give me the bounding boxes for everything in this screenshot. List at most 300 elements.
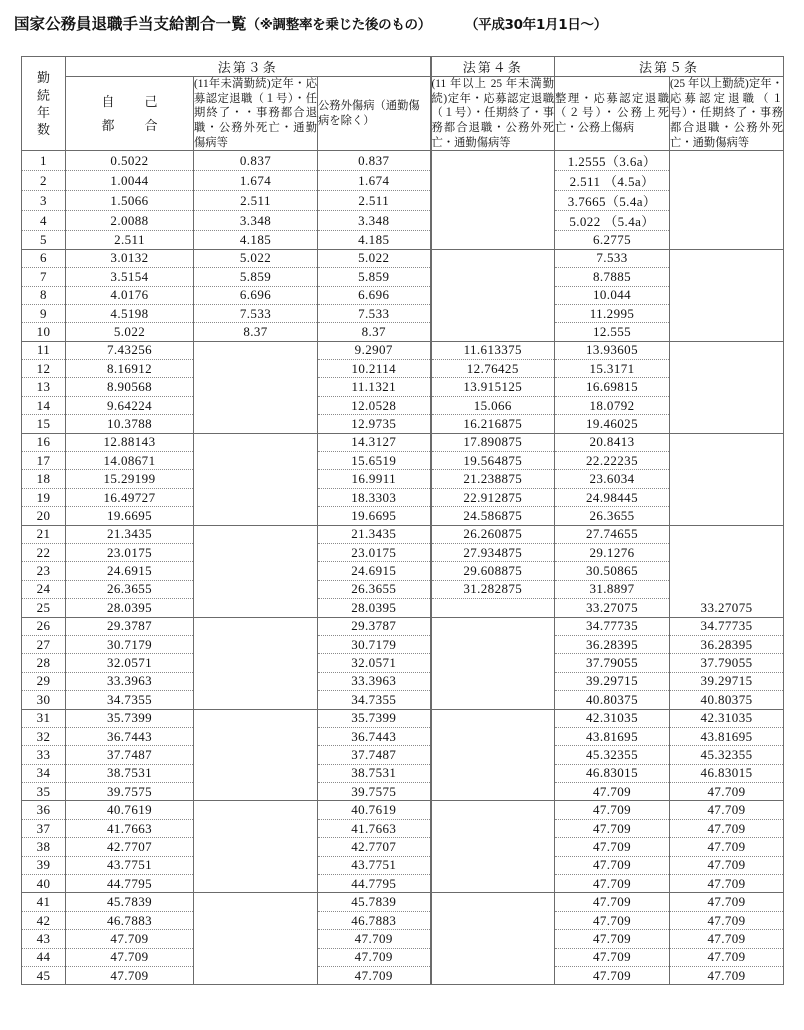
table-row (22, 396, 784, 414)
cell-jiko-tsugo: 35.7399 (66, 709, 194, 727)
cell-law5-seiri: 18.0792 (555, 396, 670, 414)
cell-law4-11to25 (431, 764, 555, 782)
cell-law3-koumugai: 6.696 (318, 286, 431, 304)
table-row (22, 617, 784, 635)
cell-law3-under11 (194, 819, 318, 837)
cell-law5-seiri: 23.6034 (555, 470, 670, 488)
cell-law5-over25 (670, 415, 784, 433)
cell-law3-koumugai: 32.0571 (318, 654, 431, 672)
cell-years: 22 (22, 544, 66, 562)
cell-law4-11to25: 24.586875 (431, 507, 555, 525)
cell-law5-seiri: 37.79055 (555, 654, 670, 672)
cell-law3-under11 (194, 893, 318, 911)
table-row (22, 875, 784, 893)
table-row (22, 691, 784, 709)
cell-law5-seiri: 7.533 (555, 249, 670, 267)
cell-law4-11to25 (431, 654, 555, 672)
cell-years: 24 (22, 580, 66, 598)
cell-law5-over25: 47.709 (670, 856, 784, 874)
table-row (22, 764, 784, 782)
cell-years: 37 (22, 819, 66, 837)
cell-law5-over25 (670, 171, 784, 191)
cell-law3-under11 (194, 507, 318, 525)
cell-years: 41 (22, 893, 66, 911)
cell-law3-under11: 5.022 (194, 249, 318, 267)
cell-law4-11to25 (431, 948, 555, 966)
cell-law5-over25 (670, 341, 784, 359)
cell-law5-over25: 36.28395 (670, 635, 784, 653)
cell-law3-koumugai: 0.837 (318, 151, 431, 171)
cell-years: 12 (22, 360, 66, 378)
cell-law4-11to25 (431, 304, 555, 322)
cell-law4-11to25: 26.260875 (431, 525, 555, 543)
cell-law4-11to25 (431, 819, 555, 837)
cell-law5-seiri: 20.8413 (555, 433, 670, 451)
table-row (22, 856, 784, 874)
cell-law5-seiri: 39.29715 (555, 672, 670, 690)
cell-jiko-tsugo: 33.3963 (66, 672, 194, 690)
cell-years: 31 (22, 709, 66, 727)
cell-jiko-tsugo: 24.6915 (66, 562, 194, 580)
cell-jiko-tsugo: 1.0044 (66, 171, 194, 191)
cell-law5-over25 (670, 360, 784, 378)
cell-law5-over25: 47.709 (670, 911, 784, 929)
table-row (22, 948, 784, 966)
cell-law5-over25 (670, 231, 784, 249)
table-row (22, 231, 784, 249)
cell-law5-over25 (670, 304, 784, 322)
cell-law3-koumugai: 28.0395 (318, 599, 431, 617)
table-row (22, 911, 784, 929)
cell-law3-under11: 5.859 (194, 268, 318, 286)
cell-law4-11to25 (431, 635, 555, 653)
cell-years: 21 (22, 525, 66, 543)
cell-law5-seiri: 40.80375 (555, 691, 670, 709)
cell-years: 35 (22, 783, 66, 801)
cell-law3-under11: 0.837 (194, 151, 318, 171)
cell-law5-seiri: 34.77735 (555, 617, 670, 635)
cell-law5-seiri: 22.22235 (555, 452, 670, 470)
cell-law5-seiri: 47.709 (555, 911, 670, 929)
cell-law5-over25: 47.709 (670, 838, 784, 856)
cell-law5-over25 (670, 562, 784, 580)
cell-law3-koumugai: 47.709 (318, 948, 431, 966)
cell-law3-under11 (194, 544, 318, 562)
cell-law3-under11 (194, 727, 318, 745)
cell-jiko-tsugo: 5.022 (66, 323, 194, 341)
cell-years: 14 (22, 396, 66, 414)
cell-law4-11to25 (431, 617, 555, 635)
cell-law5-over25 (670, 488, 784, 506)
table-row (22, 709, 784, 727)
group-header-law5: 法第５条 (555, 57, 784, 77)
cell-jiko-tsugo: 37.7487 (66, 746, 194, 764)
cell-jiko-tsugo: 4.0176 (66, 286, 194, 304)
table-row (22, 507, 784, 525)
cell-law3-koumugai: 43.7751 (318, 856, 431, 874)
cell-law3-under11 (194, 470, 318, 488)
cell-jiko-tsugo: 47.709 (66, 966, 194, 984)
cell-law5-seiri: 29.1276 (555, 544, 670, 562)
cell-years: 19 (22, 488, 66, 506)
cell-jiko-tsugo: 38.7531 (66, 764, 194, 782)
cell-law4-11to25 (431, 171, 555, 191)
cell-law4-11to25 (431, 783, 555, 801)
cell-law5-over25 (670, 507, 784, 525)
cell-law4-11to25 (431, 211, 555, 231)
group-header-law3: 法第３条 (66, 57, 431, 77)
cell-law5-seiri: 45.32355 (555, 746, 670, 764)
cell-law3-under11 (194, 709, 318, 727)
cell-law4-11to25 (431, 930, 555, 948)
page-title-main: 国家公務員退職手当支給割合一覧 (14, 15, 247, 33)
cell-law3-under11 (194, 360, 318, 378)
jiko-char-4: 合 (144, 117, 158, 133)
cell-jiko-tsugo: 42.7707 (66, 838, 194, 856)
allowance-rate-table-wrap (21, 56, 783, 985)
cell-jiko-tsugo: 39.7575 (66, 783, 194, 801)
cell-law3-koumugai: 2.511 (318, 191, 431, 211)
table-row (22, 783, 784, 801)
cell-jiko-tsugo: 2.0088 (66, 211, 194, 231)
cell-law3-koumugai: 12.0528 (318, 396, 431, 414)
column-header-law5-over25: (25 年以上勤続)定年・応募認定退職（１号）・任期終了・事務都合退職・公務外死亡・通勤傷病等 (670, 77, 784, 151)
cell-law3-koumugai: 40.7619 (318, 801, 431, 819)
cell-jiko-tsugo: 47.709 (66, 948, 194, 966)
cell-law4-11to25: 12.76425 (431, 360, 555, 378)
cell-law5-over25 (670, 452, 784, 470)
table-row (22, 211, 784, 231)
cell-law4-11to25 (431, 746, 555, 764)
cell-law3-under11 (194, 875, 318, 893)
cell-law5-over25: 47.709 (670, 875, 784, 893)
page-title-note: （※調整率を乗じた後のもの） (246, 17, 431, 33)
cell-law3-under11 (194, 764, 318, 782)
cell-law3-koumugai: 35.7399 (318, 709, 431, 727)
cell-law5-seiri: 11.2995 (555, 304, 670, 322)
cell-law3-koumugai: 47.709 (318, 966, 431, 984)
cell-law5-over25: 43.81695 (670, 727, 784, 745)
cell-jiko-tsugo: 46.7883 (66, 911, 194, 929)
cell-years: 34 (22, 764, 66, 782)
cell-law3-under11 (194, 966, 318, 984)
table-row (22, 635, 784, 653)
jiko-char-1: 自 (101, 93, 115, 109)
cell-law4-11to25: 21.238875 (431, 470, 555, 488)
table-row (22, 151, 784, 171)
cell-years: 42 (22, 911, 66, 929)
cell-law3-under11: 3.348 (194, 211, 318, 231)
cell-law5-over25: 40.80375 (670, 691, 784, 709)
table-row (22, 727, 784, 745)
cell-law3-under11 (194, 415, 318, 433)
cell-law3-koumugai: 44.7795 (318, 875, 431, 893)
cell-law5-seiri: 6.2775 (555, 231, 670, 249)
cell-years: 16 (22, 433, 66, 451)
cell-law4-11to25 (431, 268, 555, 286)
cell-law5-over25: 47.709 (670, 930, 784, 948)
cell-law3-under11: 1.674 (194, 171, 318, 191)
cell-law3-koumugai: 29.3787 (318, 617, 431, 635)
cell-jiko-tsugo: 28.0395 (66, 599, 194, 617)
cell-law5-seiri: 13.93605 (555, 341, 670, 359)
cell-law5-seiri: 15.3171 (555, 360, 670, 378)
cell-law5-seiri: 24.98445 (555, 488, 670, 506)
cell-years: 7 (22, 268, 66, 286)
cell-years: 29 (22, 672, 66, 690)
cell-law4-11to25: 19.564875 (431, 452, 555, 470)
cell-jiko-tsugo: 40.7619 (66, 801, 194, 819)
cell-law4-11to25 (431, 727, 555, 745)
cell-law4-11to25 (431, 191, 555, 211)
cell-law5-seiri: 33.27075 (555, 599, 670, 617)
cell-law3-under11 (194, 378, 318, 396)
cell-law5-seiri: 47.709 (555, 893, 670, 911)
cell-jiko-tsugo: 29.3787 (66, 617, 194, 635)
cell-law4-11to25 (431, 911, 555, 929)
cell-law5-over25: 39.29715 (670, 672, 784, 690)
cell-law3-under11 (194, 856, 318, 874)
table-row (22, 838, 784, 856)
column-header-jiko-tsugo (66, 77, 194, 151)
table-row (22, 470, 784, 488)
cell-law5-over25 (670, 286, 784, 304)
page-title (0, 0, 804, 34)
cell-law5-seiri: 19.46025 (555, 415, 670, 433)
cell-law4-11to25 (431, 151, 555, 171)
table-row (22, 286, 784, 304)
cell-law3-under11 (194, 654, 318, 672)
cell-jiko-tsugo: 26.3655 (66, 580, 194, 598)
cell-law3-under11 (194, 562, 318, 580)
cell-law3-under11 (194, 930, 318, 948)
cell-years: 40 (22, 875, 66, 893)
cell-law5-seiri: 12.555 (555, 323, 670, 341)
cell-law5-over25 (670, 249, 784, 267)
table-header (22, 57, 784, 151)
cell-law5-over25: 47.709 (670, 966, 784, 984)
cell-law5-seiri: 36.28395 (555, 635, 670, 653)
cell-jiko-tsugo: 44.7795 (66, 875, 194, 893)
table-row (22, 191, 784, 211)
cell-years: 11 (22, 341, 66, 359)
table-row (22, 930, 784, 948)
cell-jiko-tsugo: 3.5154 (66, 268, 194, 286)
cell-law5-over25 (670, 433, 784, 451)
years-char-3: 年 (36, 104, 50, 120)
cell-law4-11to25 (431, 875, 555, 893)
cell-law3-koumugai: 10.2114 (318, 360, 431, 378)
cell-law3-under11 (194, 746, 318, 764)
cell-law3-koumugai: 21.3435 (318, 525, 431, 543)
cell-years: 45 (22, 966, 66, 984)
cell-years: 30 (22, 691, 66, 709)
cell-law4-11to25: 11.613375 (431, 341, 555, 359)
cell-law5-seiri: 43.81695 (555, 727, 670, 745)
cell-law3-koumugai: 19.6695 (318, 507, 431, 525)
years-char-1: 勤 (36, 70, 50, 86)
years-char-2: 続 (36, 87, 50, 103)
table-row (22, 672, 784, 690)
table-row (22, 360, 784, 378)
cell-law5-over25 (670, 378, 784, 396)
cell-law3-under11 (194, 783, 318, 801)
cell-law5-seiri: 26.3655 (555, 507, 670, 525)
cell-law5-seiri: 47.709 (555, 801, 670, 819)
cell-law3-under11 (194, 488, 318, 506)
cell-law3-koumugai: 37.7487 (318, 746, 431, 764)
cell-law3-koumugai: 47.709 (318, 930, 431, 948)
cell-jiko-tsugo: 3.0132 (66, 249, 194, 267)
cell-law3-koumugai: 12.9735 (318, 415, 431, 433)
cell-law4-11to25: 17.890875 (431, 433, 555, 451)
table-row (22, 341, 784, 359)
table-body (22, 151, 784, 985)
cell-years: 39 (22, 856, 66, 874)
cell-law4-11to25 (431, 856, 555, 874)
cell-jiko-tsugo: 8.16912 (66, 360, 194, 378)
cell-law3-under11 (194, 948, 318, 966)
cell-law4-11to25 (431, 801, 555, 819)
cell-law5-over25 (670, 544, 784, 562)
cell-law4-11to25 (431, 323, 555, 341)
cell-years: 27 (22, 635, 66, 653)
cell-years: 36 (22, 801, 66, 819)
cell-law3-koumugai: 33.3963 (318, 672, 431, 690)
cell-law3-koumugai: 24.6915 (318, 562, 431, 580)
cell-law5-seiri: 47.709 (555, 966, 670, 984)
column-header-law3-under11: (11年未満勤続)定年・応募認定退職（１号）・任期終了・・事務都合退職・公務外死亡・通勤傷病等 (194, 77, 318, 151)
cell-years: 44 (22, 948, 66, 966)
cell-law5-seiri: 3.7665（5.4a） (555, 191, 670, 211)
cell-law3-under11 (194, 580, 318, 598)
cell-jiko-tsugo: 45.7839 (66, 893, 194, 911)
cell-law5-over25 (670, 191, 784, 211)
cell-law5-over25 (670, 396, 784, 414)
cell-law3-under11 (194, 452, 318, 470)
cell-law3-under11 (194, 396, 318, 414)
cell-years: 18 (22, 470, 66, 488)
cell-law3-koumugai: 18.3303 (318, 488, 431, 506)
cell-jiko-tsugo: 8.90568 (66, 378, 194, 396)
cell-law3-under11 (194, 672, 318, 690)
cell-law3-under11: 6.696 (194, 286, 318, 304)
table-row (22, 249, 784, 267)
cell-law5-seiri: 47.709 (555, 948, 670, 966)
table-row (22, 433, 784, 451)
table-row (22, 525, 784, 543)
cell-law3-koumugai: 41.7663 (318, 819, 431, 837)
cell-years: 3 (22, 191, 66, 211)
cell-law5-seiri: 47.709 (555, 838, 670, 856)
cell-law5-over25: 47.709 (670, 893, 784, 911)
cell-years: 28 (22, 654, 66, 672)
cell-law5-over25 (670, 151, 784, 171)
cell-years: 32 (22, 727, 66, 745)
cell-jiko-tsugo: 0.5022 (66, 151, 194, 171)
cell-law4-11to25: 29.608875 (431, 562, 555, 580)
cell-law3-koumugai: 26.3655 (318, 580, 431, 598)
cell-years: 5 (22, 231, 66, 249)
cell-jiko-tsugo: 10.3788 (66, 415, 194, 433)
cell-years: 33 (22, 746, 66, 764)
table-row (22, 599, 784, 617)
column-header-law3-koumugai: 公務外傷病（通勤傷病を除く） (318, 77, 431, 151)
cell-law4-11to25: 15.066 (431, 396, 555, 414)
cell-law5-seiri: 47.709 (555, 819, 670, 837)
cell-law4-11to25 (431, 691, 555, 709)
cell-law5-seiri: 1.2555（3.6a） (555, 151, 670, 171)
cell-law3-under11: 4.185 (194, 231, 318, 249)
cell-years: 8 (22, 286, 66, 304)
cell-law3-koumugai: 4.185 (318, 231, 431, 249)
cell-years: 2 (22, 171, 66, 191)
cell-jiko-tsugo: 34.7355 (66, 691, 194, 709)
cell-years: 13 (22, 378, 66, 396)
cell-law5-seiri: 47.709 (555, 930, 670, 948)
table-row (22, 562, 784, 580)
cell-jiko-tsugo: 12.88143 (66, 433, 194, 451)
table-row (22, 544, 784, 562)
cell-law3-koumugai: 34.7355 (318, 691, 431, 709)
header-group-row (22, 57, 784, 77)
cell-law3-under11 (194, 691, 318, 709)
cell-law3-koumugai: 15.6519 (318, 452, 431, 470)
cell-law4-11to25 (431, 599, 555, 617)
table-row (22, 488, 784, 506)
table-row (22, 893, 784, 911)
cell-law3-koumugai: 42.7707 (318, 838, 431, 856)
cell-jiko-tsugo: 47.709 (66, 930, 194, 948)
cell-law5-over25: 34.77735 (670, 617, 784, 635)
cell-law4-11to25 (431, 286, 555, 304)
cell-law5-over25 (670, 211, 784, 231)
cell-law4-11to25: 22.912875 (431, 488, 555, 506)
cell-law5-over25 (670, 268, 784, 286)
cell-law5-over25: 47.709 (670, 948, 784, 966)
cell-years: 15 (22, 415, 66, 433)
cell-law5-seiri: 47.709 (555, 783, 670, 801)
cell-law3-koumugai: 11.1321 (318, 378, 431, 396)
cell-law3-koumugai: 38.7531 (318, 764, 431, 782)
cell-law5-over25 (670, 580, 784, 598)
cell-law4-11to25 (431, 709, 555, 727)
cell-jiko-tsugo: 2.511 (66, 231, 194, 249)
cell-jiko-tsugo: 36.7443 (66, 727, 194, 745)
cell-law5-over25: 45.32355 (670, 746, 784, 764)
cell-jiko-tsugo: 7.43256 (66, 341, 194, 359)
cell-law4-11to25: 31.282875 (431, 580, 555, 598)
cell-jiko-tsugo: 32.0571 (66, 654, 194, 672)
column-header-law4-11to25: (11 年以上 25 年未満勤続)定年・応募認定退職（１号）・任期終了・事務都合退職・公務外死亡・通勤傷病等 (431, 77, 555, 151)
table-row (22, 171, 784, 191)
cell-law5-seiri: 2.511 （4.5a） (555, 171, 670, 191)
cell-law3-under11 (194, 801, 318, 819)
cell-law3-koumugai: 16.9911 (318, 470, 431, 488)
allowance-rate-table (21, 56, 784, 985)
cell-law5-over25: 33.27075 (670, 599, 784, 617)
cell-law3-koumugai: 30.7179 (318, 635, 431, 653)
cell-jiko-tsugo: 21.3435 (66, 525, 194, 543)
table-row (22, 378, 784, 396)
cell-jiko-tsugo: 30.7179 (66, 635, 194, 653)
cell-law3-koumugai: 8.37 (318, 323, 431, 341)
cell-jiko-tsugo: 16.49727 (66, 488, 194, 506)
table-row (22, 268, 784, 286)
cell-law3-under11 (194, 911, 318, 929)
cell-law4-11to25 (431, 966, 555, 984)
cell-law3-under11 (194, 617, 318, 635)
